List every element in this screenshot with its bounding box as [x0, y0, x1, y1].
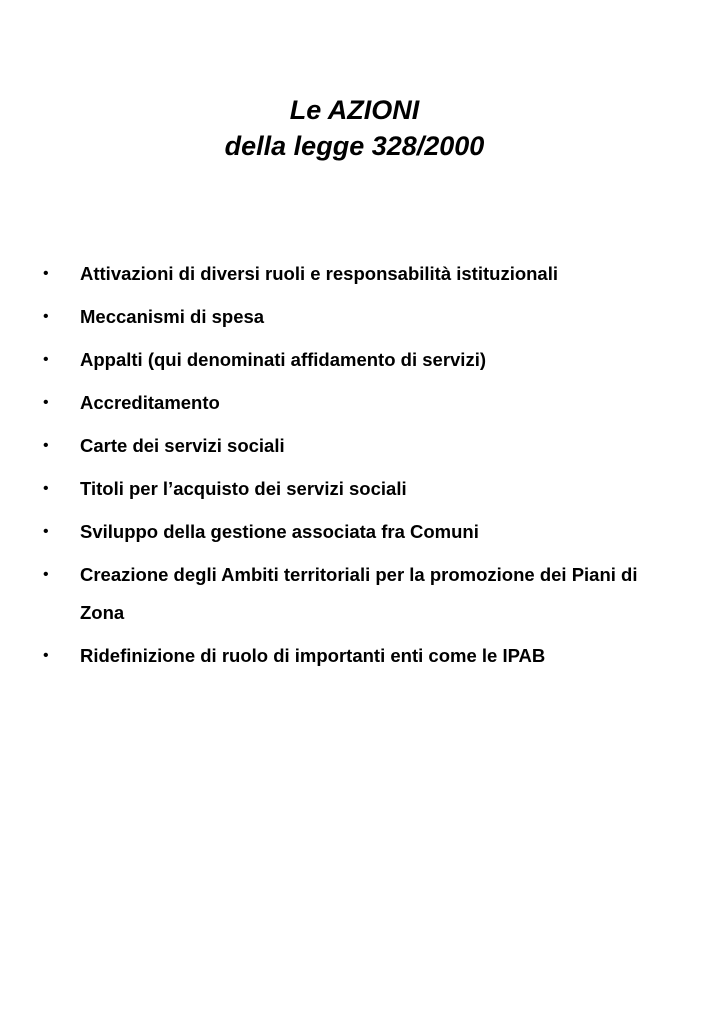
list-item [0, 513, 709, 551]
list-item [0, 427, 709, 465]
bullet-icon: • [43, 523, 49, 540]
list-item [0, 556, 709, 632]
actions-list [0, 255, 709, 680]
list-item-text: Meccanismi di spesa [80, 306, 265, 327]
bullet-icon: • [43, 351, 49, 368]
bullet-icon: • [43, 265, 49, 282]
list-item [0, 470, 709, 508]
list-item [0, 341, 709, 379]
list-item-text: Accreditamento [80, 392, 220, 413]
bullet-icon: • [43, 566, 49, 583]
list-item-text: Attivazioni di diversi ruoli e responsabilità istituzionali [80, 263, 559, 284]
bullet-icon: • [43, 437, 49, 454]
title-line-1: Le AZIONI [289, 95, 420, 125]
list-item-text: Carte dei servizi sociali [80, 435, 285, 456]
bullet-icon: • [43, 647, 49, 664]
page-title [0, 92, 709, 164]
list-item-text: Ridefinizione di ruolo di importanti enti come le IPAB [80, 645, 546, 666]
list-item-text: Appalti (qui denominati affidamento di servizi) [80, 349, 486, 370]
bullet-icon: • [43, 480, 49, 497]
bullet-icon: • [43, 394, 49, 411]
list-item-text: Titoli per l’acquisto dei servizi sociali [80, 478, 407, 499]
list-item [0, 298, 709, 336]
list-item-text: Creazione degli Ambiti territoriali per la promozione dei Piani di Zona [80, 564, 638, 623]
title-line-2: della legge 328/2000 [224, 131, 485, 161]
list-item [0, 637, 709, 675]
list-item [0, 255, 709, 293]
bullet-icon: • [43, 308, 49, 325]
list-item-text: Sviluppo della gestione associata fra Comuni [80, 521, 479, 542]
list-item [0, 384, 709, 422]
